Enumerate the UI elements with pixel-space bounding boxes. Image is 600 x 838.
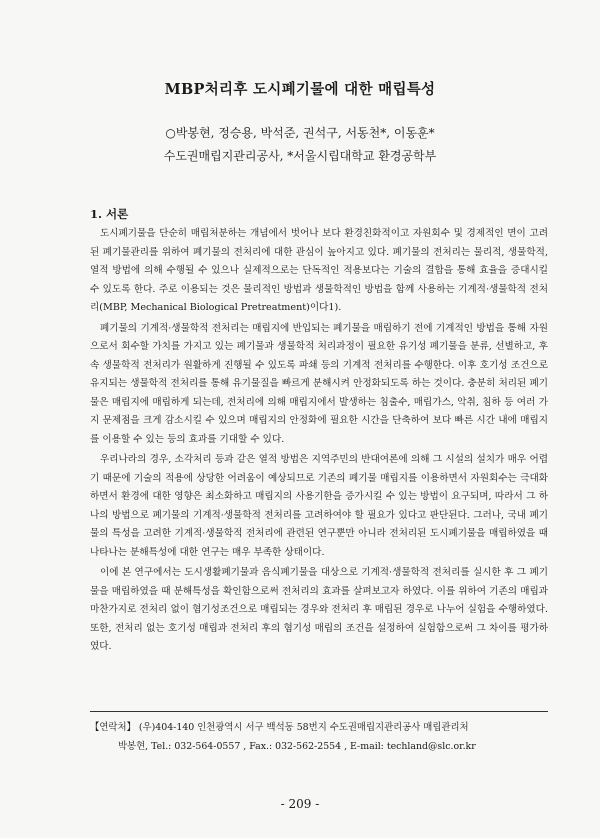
- author-list: ○박봉현, 정승용, 박석준, 권석구, 서동천*, 이동훈*: [165, 126, 435, 140]
- page-number: - 209 -: [280, 797, 320, 811]
- paragraph-1: 도시폐기물을 단순히 매립처분하는 개념에서 벗어나 보다 환경친화적이고 자원회수 및 경제적인 면이 고려된 폐기물관리를 위하여 폐기물의 전처리에 대한 관심이 높아지고 있다. 폐기물의 전처리는 물리적, 생물학적, 열적 방법에 의해 수행될 수 있으나 실제적으로는 단독적인 적용보다는 기술의 결합을 통해 효율을 증대시킬 수 있도록 한다. 주로 이용되는 것은 물리적인 방법과 생물학적인 방법을 함께 사용하는 기계적·생물학적 전처리(MBP, Mechanical Biological Pretreatment)이다1).: [90, 228, 548, 313]
- affiliation: 수도권매립지관리공사, *서울시립대학교 환경공학부: [163, 149, 437, 163]
- paper-title: MBP처리후 도시폐기물에 대한 매립특성: [164, 81, 436, 98]
- paragraph-4: 이에 본 연구에서는 도시생활폐기물과 음식폐기물을 대상으로 기계적·생물학적 전처리를 실시한 후 그 폐기물을 매립하였을 때 분해특성을 확인함으로써 전처리의 효과를 살펴보고자 하였다. 이를 위하여 기존의 매립과 마찬가지로 전처리 없이 혐기성조건으로 매립되는 경우와 전처리 후 매립된 경우로 나누어 실험을 수행하였다. 또한, 전처리 없는 호기성 매립과 전처리 후의 혐기성 매립의 조건을 설정하여 실험함으로써 그 차이를 평가하였다.: [90, 567, 548, 652]
- paragraph-3: 우리나라의 경우, 소각처리 등과 같은 열적 방법은 지역주민의 반대여론에 의해 그 시설의 설치가 매우 어렵기 때문에 기술의 적용에 상당한 어려움이 예상되므로 기존의 폐기물 매립지를 이용하면서 자원회수는 극대화하면서 환경에 대한 영향은 최소화하고 매립지의 사용기한을 증가시킬 수 있는 방법이 요구되며, 따라서 그 하나의 방법으로 폐기물의 기계적·생물학적 전처리를 고려하여야 할 필요가 있다고 판단된다. 그러나, 국내 폐기물의 특성을 고려한 기계적·생물학적 전처리에 관련된 연구뿐만 아니라 전처리된 도시폐기물을 매립하였을 때 나타나는 분해특성에 대한 연구는 매우 부족한 상태이다.: [90, 454, 548, 558]
- contact-footnote: [90, 711, 548, 756]
- section-heading: 1. 서론: [90, 207, 129, 221]
- paragraph-2: 폐기물의 기계적·생물학적 전처리는 매립지에 반입되는 폐기물을 매립하기 전에 기계적인 방법을 통해 자원으로서 회수할 가치를 가지고 있는 폐기물과 생물학적 처리과정이 필요한 유기성 폐기물을 분류, 선별하고, 후속 생물학적 전처리가 원활하게 진행될 수 있도록 파쇄 등의 기계적 전처리를 수행한다. 이후 호기성 조건으로 유지되는 생물학적 전처리를 통해 유기물질을 빠르게 분해시켜 안정화되도록 하는 것이다. 충분히 처리된 폐기물은 매립지에 매립하게 되는데, 전처리에 의해 매립지에서 발생하는 침출수, 매립가스, 악취, 침하 등 여러 가지 문제점을 크게 감소시킬 수 있으며 매립지의 안정화에 필요한 시간을 단축하여 보다 빠른 시간 내에 매립지를 이용할 수 있는 등의 효과를 기대할 수 있다.: [90, 322, 548, 445]
- footnote-address: 【연락처】 (우)404-140 인천광역시 서구 백석동 58번지 수도권매립지관리공사 매립관리처: [90, 722, 469, 733]
- footnote-contact: 박봉현, Tel.: 032-564-0557 , Fax.: 032-562-2554 , E-mail: techland@slc.or.kr: [118, 741, 476, 752]
- section-body: [90, 225, 548, 657]
